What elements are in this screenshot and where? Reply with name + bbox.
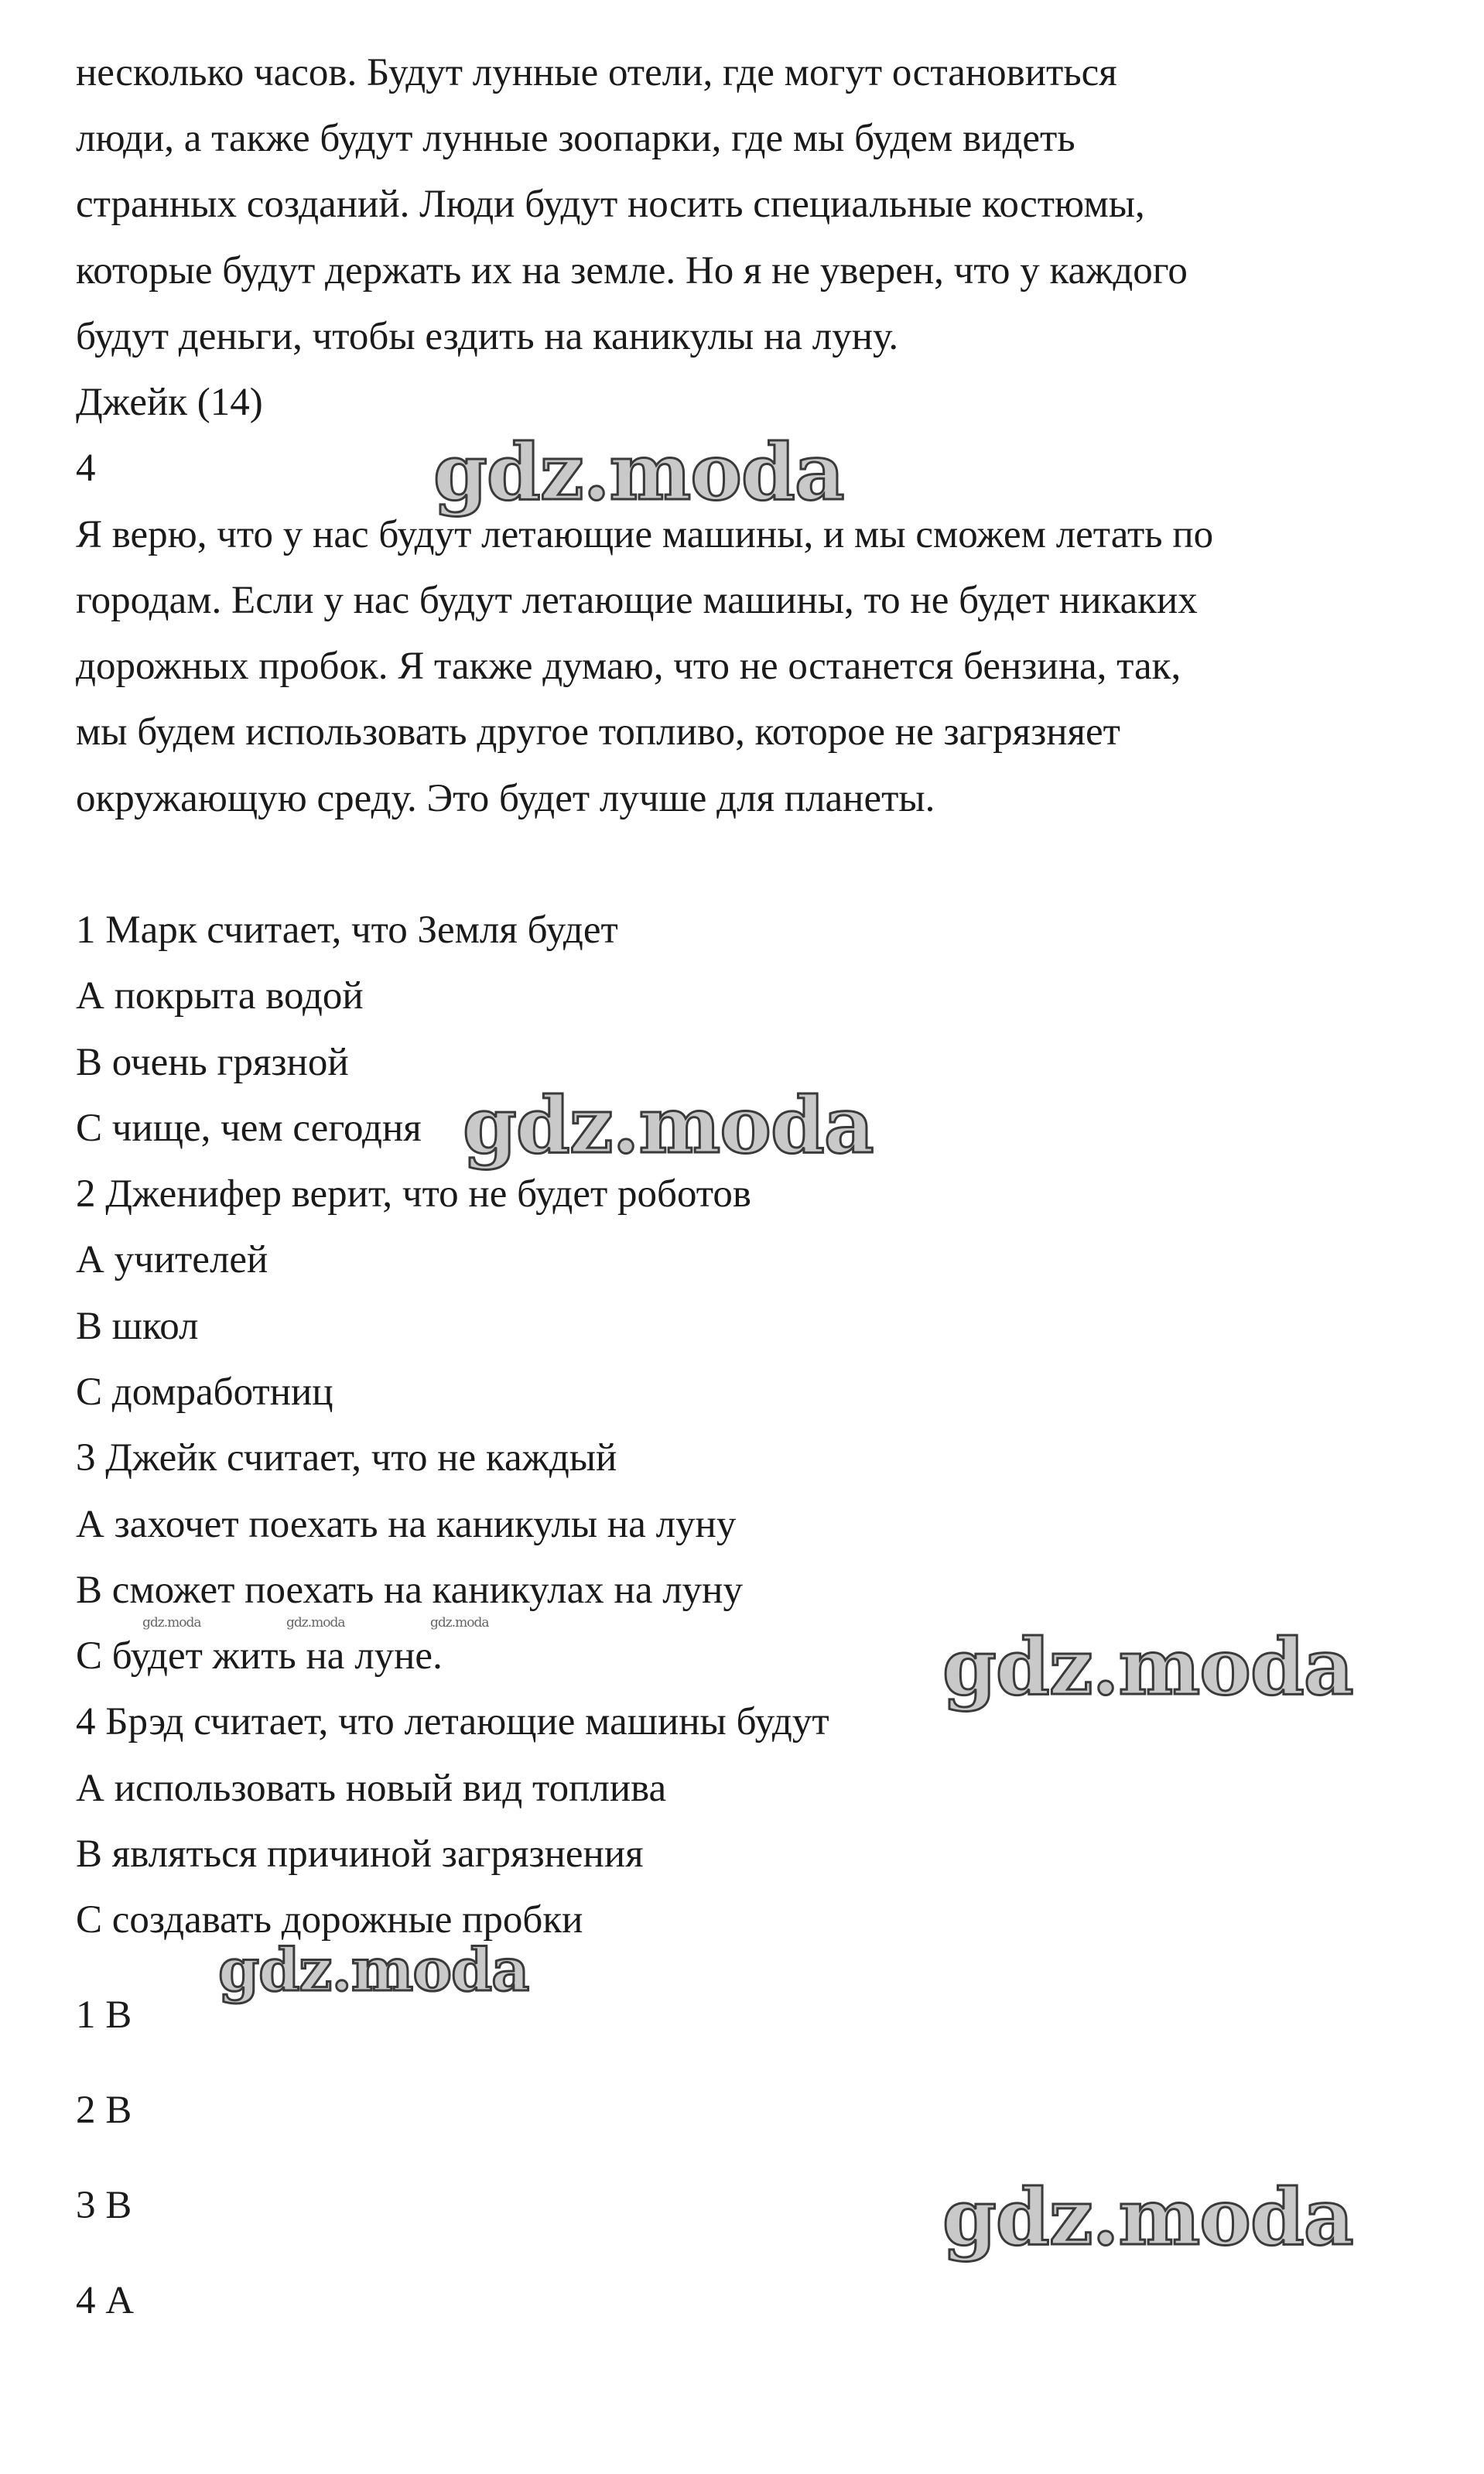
watermark: gdz.moda <box>433 426 844 518</box>
answer-line: 1 В <box>76 1993 132 2037</box>
question-stem: 4 Брэд считает, что летающие машины будут <box>76 1700 829 1743</box>
question-option: С будет жить на луне. <box>76 1634 443 1678</box>
watermark-small: gdz.moda <box>286 1615 345 1631</box>
passage-line: Я верю, что у нас будут летающие машины, и мы сможем летать по <box>76 513 1214 556</box>
question-option: А захочет поехать на каникулы на луну <box>76 1503 737 1546</box>
question-option: С создавать дорожные пробки <box>76 1898 583 1942</box>
passage-line: окружающую среду. Это будет лучше для планеты. <box>76 777 935 820</box>
question-option: А учителей <box>76 1238 268 1281</box>
question-option: В школ <box>76 1305 199 1348</box>
answer-line: 4 А <box>76 2279 135 2322</box>
watermark: gdz.moda <box>463 1080 874 1171</box>
answer-line: 2 В <box>76 2089 132 2132</box>
passage-line: несколько часов. Будут лунные отели, где могут остановиться <box>76 51 1117 94</box>
question-stem: 2 Дженифер верит, что не будет роботов <box>76 1172 752 1216</box>
question-option: А использовать новый вид топлива <box>76 1767 667 1810</box>
question-option: А покрыта водой <box>76 974 364 1018</box>
watermark-small: gdz.moda <box>430 1615 489 1631</box>
question-option: В очень грязной <box>76 1041 349 1084</box>
author-signature: Джейк (14) <box>76 381 263 424</box>
question-stem: 3 Джейк считает, что не каждый <box>76 1436 617 1480</box>
watermark: gdz.moda <box>942 2171 1353 2263</box>
passage-line: странных созданий. Люди будут носить специальные костюмы, <box>76 183 1145 226</box>
question-option: С домработниц <box>76 1370 333 1414</box>
passage-line: люди, а также будут лунные зоопарки, где мы будем видеть <box>76 117 1075 160</box>
answer-line: 3 В <box>76 2184 132 2227</box>
question-option: С чище, чем сегодня <box>76 1107 422 1150</box>
passage-line: дорожных пробок. Я также думаю, что не останется бензина, так, <box>76 645 1181 688</box>
question-option: В сможет поехать на каникулах на луну <box>76 1569 743 1612</box>
passage-line: которые будут держать их на земле. Но я не уверен, что у каждого <box>76 249 1188 293</box>
watermark-small: gdz.moda <box>142 1615 201 1631</box>
watermark: gdz.moda <box>942 1621 1353 1713</box>
passage-line: будут деньги, чтобы ездить на каникулы на луну. <box>76 315 899 358</box>
watermark: gdz.moda <box>218 1935 529 2004</box>
passage-line: мы будем использовать другое топливо, которое не загрязняет <box>76 710 1120 754</box>
section-number: 4 <box>76 447 96 490</box>
passage-line: городам. Если у нас будут летающие машины, то не будет никаких <box>76 579 1198 622</box>
question-stem: 1 Марк считает, что Земля будет <box>76 909 618 952</box>
question-option: В являться причиной загрязнения <box>76 1832 644 1876</box>
